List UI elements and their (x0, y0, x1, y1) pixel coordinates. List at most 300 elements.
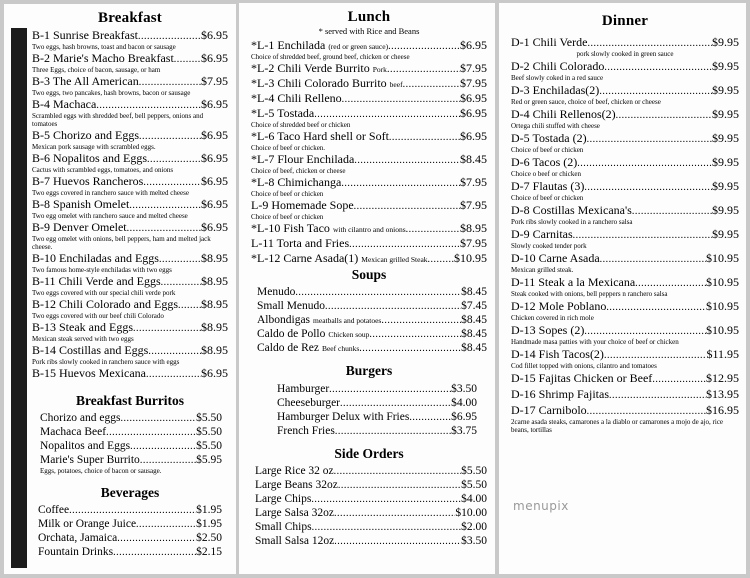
menu-item (251, 237, 487, 251)
dinner-title: Dinner (601, 13, 649, 29)
item-name: D-13 Sopes (2) (511, 323, 585, 337)
item-price: $8.45 (460, 152, 487, 166)
menu-item (32, 298, 228, 320)
soups-title: Soups (351, 267, 387, 282)
menu-item (32, 221, 228, 251)
menu-item (251, 130, 487, 152)
item-name: *L-10 Fish Taco (251, 221, 330, 235)
item-price: $4.00 (451, 397, 477, 409)
item-name: *L-5 Tostada (251, 106, 315, 120)
item-name: D-3 Enchiladas(2) (511, 83, 600, 97)
item-name: D-16 Shrimp Fajitas (511, 387, 609, 401)
item-description: Two eggs covered in ranchero sauce with melted cheese (32, 189, 189, 197)
item-note: with cilantro and onions (332, 225, 406, 234)
item-name: *L-4 Chili Relleno (251, 91, 342, 105)
item-price: $2.15 (196, 546, 222, 558)
item-name: Fountain Drinks (38, 546, 114, 558)
item-price: $7.95 (460, 236, 487, 250)
item-description: Red or green sauce, choice of beef, chicken or cheese (511, 98, 661, 106)
item-description: Mexican steak served with two eggs (32, 335, 134, 343)
item-price: $8.45 (461, 286, 487, 298)
burrito-list (32, 412, 228, 475)
item-price: $5.50 (196, 440, 222, 452)
dot-leader (573, 229, 712, 242)
lunch-section (251, 9, 487, 549)
item-name: B-6 Nopalitos and Eggs (32, 151, 147, 165)
menupix-watermark: menupix (513, 499, 569, 513)
dot-leader (341, 177, 460, 190)
item-price: $7.95 (460, 76, 487, 90)
item-name: B-14 Costillas and Eggs (32, 343, 149, 357)
menu-item (251, 252, 487, 266)
menu-item (511, 228, 739, 250)
item-price: $6.95 (201, 366, 228, 380)
item-description: Choice o beef or chicken (511, 170, 581, 178)
menu-item (257, 342, 487, 355)
burger-list (251, 383, 487, 438)
burritos-title: Breakfast Burritos (75, 393, 185, 408)
dot-leader (314, 108, 460, 121)
item-price: $9.95 (712, 179, 739, 193)
item-name: B-7 Huevos Rancheros (32, 174, 144, 188)
item-price: $8.45 (461, 314, 487, 326)
item-name: B-5 Chorizo and Eggs (32, 128, 139, 142)
dot-leader (146, 368, 201, 381)
menu-item (32, 29, 228, 51)
menu-item (255, 507, 487, 520)
item-price: $16.95 (706, 403, 739, 417)
breakfast-title: Breakfast (97, 10, 163, 26)
item-price: $12.95 (706, 371, 739, 385)
menu-item (38, 546, 222, 559)
dot-leader (349, 238, 460, 251)
sides-title: Side Orders (334, 446, 404, 461)
dot-leader (340, 397, 451, 410)
item-description: Chicken covered in rich mole (511, 314, 594, 322)
dot-leader (161, 276, 201, 289)
dot-leader (325, 300, 461, 313)
item-name: D-6 Tacos (2) (511, 155, 578, 169)
item-name: D-1 Chili Verde (511, 35, 588, 49)
item-name: B-8 Spanish Omelet (32, 197, 130, 211)
item-price: $10.95 (706, 323, 739, 337)
item-price: $8.95 (201, 297, 228, 311)
item-price: $11.95 (706, 347, 739, 361)
dot-leader (584, 325, 706, 338)
item-description: Two famous home-style enchiladas with two eggs (32, 266, 172, 274)
menu-item (251, 39, 487, 61)
item-name: B-11 Chili Verde and Eggs (32, 274, 161, 288)
menu-item (511, 180, 739, 202)
item-description: Two egg omelet with onions, bell peppers, ham and melted jack cheese. (32, 235, 211, 251)
dot-leader (334, 535, 461, 548)
dot-leader (295, 286, 461, 299)
dot-leader (342, 93, 460, 106)
item-price: $6.95 (460, 91, 487, 105)
item-name: Large Beans 32oz (255, 479, 338, 491)
item-note: beef (389, 80, 403, 89)
item-note: Pork (372, 65, 387, 74)
item-price: $6.95 (201, 174, 228, 188)
dot-leader (139, 76, 201, 89)
item-price: $9.95 (712, 107, 739, 121)
item-price: $10.95 (706, 299, 739, 313)
item-name: *L-1 Enchilada (251, 38, 326, 52)
dot-leader (354, 200, 460, 213)
item-price: $10.95 (454, 251, 487, 265)
item-name: Caldo de Rez (257, 342, 319, 354)
dot-leader (143, 176, 201, 189)
item-name: L-9 Homemade Sope (251, 198, 354, 212)
menu-item (511, 204, 739, 226)
menu-item (277, 411, 477, 424)
item-description: Two egg omelet with ranchero sauce and melted cheese (32, 212, 188, 220)
menu-item (277, 397, 477, 410)
item-note: Chicken soup (328, 330, 370, 339)
item-price: $7.95 (460, 175, 487, 189)
item-price: $6.95 (451, 411, 477, 423)
item-price: $6.95 (201, 151, 228, 165)
menu-item (511, 84, 739, 106)
dot-leader (403, 78, 460, 91)
item-name: D-17 Carnibolo (511, 403, 587, 417)
menu-item (511, 108, 739, 130)
item-price: $9.95 (712, 155, 739, 169)
item-name: French Fries (277, 425, 335, 437)
menu-item (511, 324, 739, 346)
item-description: Choice of beef or chicken (251, 190, 324, 198)
item-description: Choice of shredded beef, ground beef, chicken or cheese (251, 53, 410, 61)
item-name: *L-8 Chimichanga (251, 175, 342, 189)
dot-leader (604, 349, 707, 362)
dot-leader (587, 37, 712, 50)
menu-item (511, 36, 739, 58)
item-price: $10.95 (706, 275, 739, 289)
item-price: $5.50 (461, 479, 487, 491)
menu-item (251, 62, 487, 76)
item-description: Choice of beef or chicken (511, 146, 584, 154)
dot-leader (96, 99, 201, 112)
soup-list (251, 286, 487, 355)
item-description: Pork ribs slowly cooked in a ranchero salsa (511, 218, 633, 226)
item-price: $2.50 (196, 532, 222, 544)
menu-item (251, 107, 487, 129)
dot-leader (369, 328, 461, 341)
dot-leader (312, 521, 462, 534)
menu-item (40, 440, 222, 453)
menu-item (38, 504, 222, 517)
item-description: Mexican grilled steak. (511, 266, 574, 274)
item-name: Orchata, Jamaica (38, 532, 118, 544)
dot-leader (389, 131, 460, 144)
item-description: Two eggs covered with our special chili verde pork (32, 289, 176, 297)
item-name: *L-6 Taco Hard shell or Soft (251, 129, 389, 143)
beverage-list (32, 504, 228, 559)
dot-leader (606, 301, 706, 314)
item-price: $6.95 (201, 51, 228, 65)
dot-leader (338, 479, 461, 492)
dot-leader (174, 53, 201, 66)
item-description: Cactus with scrambled eggs, tomatoes, and onions (32, 166, 174, 174)
dot-leader (133, 322, 201, 335)
dot-leader (388, 40, 460, 53)
menu-item (32, 98, 228, 128)
item-name: D-5 Tostada (2) (511, 131, 587, 145)
item-description: Choice of shredded beef or chicken (251, 121, 351, 129)
item-name: D-15 Fajitas Chicken or Beef (511, 371, 653, 385)
dot-leader (359, 342, 461, 355)
dot-leader (120, 412, 196, 425)
item-name: Albondigas (257, 314, 311, 326)
item-name: Marie's Super Burrito (40, 454, 140, 466)
item-name: Hamburger Delux with Fries (277, 411, 410, 423)
item-description: Two eggs, two pancakes, hash browns, bacon or sausage (32, 89, 191, 97)
dot-leader (587, 133, 712, 146)
dot-leader (335, 425, 451, 438)
item-name: D-12 Mole Poblano (511, 299, 607, 313)
item-description: Pork ribs slowly cooked in ranchero sauce with eggs (32, 358, 180, 366)
menu-item (251, 199, 487, 221)
dot-leader (632, 205, 712, 218)
item-price: $5.95 (196, 454, 222, 466)
menu-item (40, 454, 222, 475)
item-price: $8.95 (201, 274, 228, 288)
dot-leader (148, 345, 201, 358)
item-name: B-1 Sunrise Breakfast (32, 28, 138, 42)
item-note: (red or green sauce) (328, 42, 389, 51)
menu-item (251, 153, 487, 175)
item-note: Beef chunks (321, 344, 360, 353)
item-name: L-11 Torta and Fries (251, 236, 350, 250)
item-price: $13.95 (706, 387, 739, 401)
dot-leader (354, 154, 460, 167)
item-price: $8.95 (201, 320, 228, 334)
menu-item (32, 52, 228, 74)
item-name: B-10 Enchiladas and Eggs (32, 251, 159, 265)
side-list (251, 465, 487, 548)
item-price: $6.95 (460, 38, 487, 52)
item-price: $8.95 (460, 221, 487, 235)
menu-item (255, 493, 487, 506)
item-name: D-14 Fish Tacos(2) (511, 347, 604, 361)
dot-leader (600, 253, 706, 266)
item-name: D-7 Flautas (3) (511, 179, 585, 193)
item-description: Three Eggs, choice of bacon, sausage, or ham (32, 66, 161, 74)
dot-leader (587, 405, 706, 418)
item-name: Machaca Beef (40, 426, 107, 438)
item-description: Choice of beef or chicken (251, 213, 324, 221)
item-price: $6.95 (201, 128, 228, 142)
item-price: $4.00 (461, 493, 487, 505)
item-name: D-2 Chili Colorado (511, 59, 605, 73)
dot-leader (599, 85, 712, 98)
item-price: $8.95 (201, 251, 228, 265)
menu-item (511, 252, 739, 274)
breakfast-list (32, 29, 228, 381)
item-description: 2carne asada steaks, camarones a la diablo or camarones a mojo de ajo, rice beans, tortillas (511, 418, 724, 434)
dot-leader (178, 299, 201, 312)
dot-leader (117, 532, 196, 545)
dot-leader (139, 130, 201, 143)
item-name: Chorizo and eggs (40, 412, 121, 424)
lunch-title: Lunch (347, 9, 391, 25)
dot-leader (136, 518, 196, 531)
item-name: Menudo (257, 286, 296, 298)
menu-item (255, 465, 487, 478)
menu-item (32, 175, 228, 197)
item-name: Large Salsa 32oz (255, 507, 334, 519)
item-name: Small Chips (255, 521, 312, 533)
item-name: B-12 Chili Colorado and Eggs (32, 297, 178, 311)
item-price: $8.45 (461, 342, 487, 354)
menu-item (40, 426, 222, 439)
item-price: $5.50 (196, 426, 222, 438)
item-price: $7.45 (461, 300, 487, 312)
item-name: *L-3 Chili Colorado Burrito (251, 76, 387, 90)
dot-leader (609, 389, 706, 402)
item-price: $3.75 (451, 425, 477, 437)
item-name: Large Chips (255, 493, 312, 505)
item-price: $5.50 (196, 412, 222, 424)
item-price: $9.95 (712, 59, 739, 73)
menu-item (251, 176, 487, 198)
item-name: B-3 The All American (32, 74, 139, 88)
menu-item (32, 275, 228, 297)
item-name: Small Salsa 12oz (255, 535, 335, 547)
menu-item (255, 521, 487, 534)
item-price: $6.95 (201, 28, 228, 42)
dot-leader (130, 440, 196, 453)
item-name: B-4 Machaca (32, 97, 97, 111)
dot-leader (387, 63, 460, 76)
dot-leader (635, 277, 706, 290)
dot-leader (147, 153, 201, 166)
dot-leader (406, 223, 460, 236)
menu-item (38, 518, 222, 531)
dot-leader (106, 426, 196, 439)
item-description: Scrambled eggs with shredded beef, bell peppers, onions and tomatoes (32, 112, 204, 128)
item-price: $6.95 (201, 220, 228, 234)
item-price: $5.50 (461, 465, 487, 477)
item-description: Choice of beef or chicken. (251, 144, 326, 152)
breakfast-panel (4, 4, 236, 574)
item-name: Milk or Orange Juice (38, 518, 137, 530)
dinner-panel (499, 3, 746, 574)
menu-item (257, 300, 487, 313)
menu-item (511, 372, 739, 386)
item-name: D-8 Costillas Mexicana's (511, 203, 632, 217)
item-description: Choice of beef, chicken or cheese (251, 167, 346, 175)
item-description: Choice of beef or chicken (511, 194, 584, 202)
menu-item (32, 152, 228, 174)
dot-leader (577, 157, 712, 170)
item-description: Eggs, potatoes, choice of bacon or sausage. (40, 467, 162, 475)
item-price: $1.95 (196, 518, 222, 530)
item-description: Slowly cooked tender pork (511, 242, 587, 250)
item-price: $7.95 (460, 198, 487, 212)
dot-leader (381, 314, 461, 327)
item-description: Beef slowly coked in a red sauce (511, 74, 604, 82)
menu-item (255, 535, 487, 548)
menu-item (32, 321, 228, 343)
item-price: $7.95 (201, 74, 228, 88)
item-name: D-11 Steak a la Mexicana (511, 275, 636, 289)
dot-leader (604, 61, 712, 74)
item-price: $10.00 (455, 507, 487, 519)
lunch-panel (239, 3, 495, 574)
item-note: meatballs and potatoes (313, 316, 382, 325)
item-name: Large Rice 32 oz (255, 465, 334, 477)
item-price: $9.95 (712, 227, 739, 241)
menu-item (511, 404, 739, 434)
menu-item (251, 222, 487, 236)
menu-item (251, 77, 487, 91)
dot-leader (140, 454, 196, 467)
item-name: *L-12 Carne Asada(1) (251, 251, 359, 265)
item-name: Hamburger (277, 383, 330, 395)
menu-item (32, 129, 228, 151)
item-name: D-4 Chili Rellenos(2) (511, 107, 616, 121)
item-description: Two eggs covered with our beef chili Colorado (32, 312, 164, 320)
item-description: Steak cooked with onions, bell peppers n ranchero salsa (511, 290, 668, 298)
dot-leader (127, 222, 201, 235)
item-name: *L-2 Chili Verde Burrito (251, 61, 370, 75)
menu-item (257, 286, 487, 299)
dot-leader (138, 30, 201, 43)
menu-item (511, 276, 739, 298)
item-name: D-9 Carnitas (511, 227, 573, 241)
menu-item (32, 367, 228, 381)
beverages-title: Beverages (100, 485, 160, 500)
item-price: $9.95 (712, 131, 739, 145)
item-price: $2.00 (461, 521, 487, 533)
menu-item (277, 383, 477, 396)
dot-leader (584, 181, 712, 194)
dot-leader (129, 199, 201, 212)
menu-item (32, 252, 228, 274)
menu-item (40, 412, 222, 425)
item-price: $6.95 (460, 106, 487, 120)
item-note: Mexican grilled Steak (361, 255, 428, 264)
item-description: Two eggs, hash browns, toast and bacon or sausage (32, 43, 176, 51)
dinner-section (511, 13, 739, 436)
burgers-title: Burgers (345, 363, 393, 378)
item-price: $10.95 (706, 251, 739, 265)
menu-item (511, 132, 739, 154)
item-name: Small Menudo (257, 300, 326, 312)
item-name: Caldo de Pollo (257, 328, 326, 340)
item-name: B-15 Huevos Mexicana (32, 366, 146, 380)
dot-leader (334, 507, 455, 520)
menu-item (511, 348, 739, 370)
item-price: $9.95 (712, 203, 739, 217)
menu-item (32, 344, 228, 366)
item-price: $1.95 (196, 504, 222, 516)
dinner-list (511, 36, 739, 434)
dot-leader (113, 546, 196, 559)
menu-item (32, 75, 228, 97)
item-price: $9.95 (712, 35, 739, 49)
item-description: Mexican pork sausage with scrambled eggs. (32, 143, 156, 151)
breakfast-section (32, 10, 228, 560)
dot-leader (311, 493, 461, 506)
item-price: $6.95 (460, 129, 487, 143)
item-name: B-2 Marie's Macho Breakfast (32, 51, 174, 65)
item-price: $8.95 (201, 343, 228, 357)
item-name: B-9 Denver Omelet (32, 220, 127, 234)
item-description: Ortega chili stuffed with cheese (511, 122, 600, 130)
menu-item (255, 479, 487, 492)
